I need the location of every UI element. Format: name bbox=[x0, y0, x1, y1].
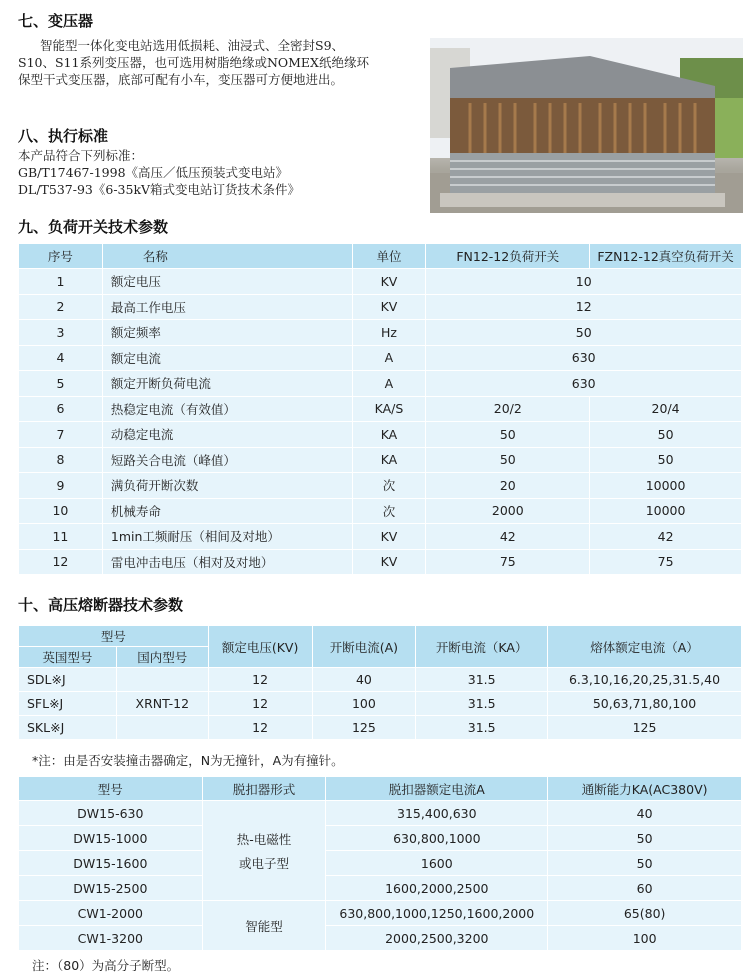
table-row bbox=[19, 320, 742, 346]
load-switch-body bbox=[19, 269, 742, 575]
current-cell: 1600 bbox=[326, 851, 548, 876]
col-header: 开断电流（KA） bbox=[416, 626, 548, 668]
table-cell: KA bbox=[352, 447, 426, 473]
capacity-cell: 100 bbox=[548, 926, 742, 951]
table-cell: 630 bbox=[426, 371, 742, 397]
table-cell: 动稳定电流 bbox=[102, 422, 352, 448]
table-cell: 2 bbox=[19, 294, 103, 320]
fuse-note: *注：由是否安装撞击器确定，N为无撞针，A为有撞针。 bbox=[32, 753, 344, 768]
table-cell: 50 bbox=[426, 422, 590, 448]
table-cell: KV bbox=[352, 269, 426, 295]
table-cell: 额定开断负荷电流 bbox=[102, 371, 352, 397]
table-row bbox=[19, 345, 742, 371]
breaker-note: 注：（80）为高分子断型。 bbox=[32, 958, 180, 973]
col-header: 脱扣器额定电流A bbox=[326, 777, 548, 801]
table-row bbox=[19, 447, 742, 473]
table-cell: 31.5 bbox=[416, 692, 548, 716]
current-cell: 1600,2000,2500 bbox=[326, 876, 548, 901]
table-cell: SFL※J bbox=[19, 692, 117, 716]
table-cell: 12 bbox=[426, 294, 742, 320]
col-header: FZN12-12真空负荷开关 bbox=[590, 244, 742, 269]
table-row bbox=[19, 269, 742, 295]
table-cell: A bbox=[352, 345, 426, 371]
col-header: 熔体额定电流（A） bbox=[548, 626, 742, 668]
section-8-body bbox=[18, 147, 300, 198]
table-cell: 1 bbox=[19, 269, 103, 295]
table-cell: 5 bbox=[19, 371, 103, 397]
col-header: 脱扣器形式 bbox=[202, 777, 326, 801]
table-cell: 11 bbox=[19, 524, 103, 550]
table-row bbox=[19, 396, 742, 422]
current-cell: 315,400,630 bbox=[326, 801, 548, 826]
table-row bbox=[19, 692, 742, 716]
table-row bbox=[19, 926, 742, 951]
table-cell: 50 bbox=[426, 447, 590, 473]
capacity-cell: 65(80) bbox=[548, 901, 742, 926]
table-cell: 9 bbox=[19, 473, 103, 499]
table-row bbox=[19, 524, 742, 550]
table-cell: 3 bbox=[19, 320, 103, 346]
model-header: 型号 bbox=[19, 626, 209, 647]
capacity-cell: 50 bbox=[548, 826, 742, 851]
table-cell: 50,63,71,80,100 bbox=[548, 692, 742, 716]
section-9-heading: 九、负荷开关技术参数 bbox=[18, 218, 169, 236]
section-7-line-2: S10、S11系列变压器，也可选用树脂绝缘或NOMEX纸绝缘环 bbox=[18, 55, 369, 70]
table-cell: 50 bbox=[426, 320, 742, 346]
table-cell bbox=[116, 668, 208, 692]
section-8-line-2: GB/T17467-1998《高压／低压预装式变电站》 bbox=[18, 165, 289, 180]
table-cell: 最高工作电压 bbox=[102, 294, 352, 320]
table-cell: A bbox=[352, 371, 426, 397]
section-10-heading: 十、高压熔断器技术参数 bbox=[18, 596, 184, 614]
table-cell: 630 bbox=[426, 345, 742, 371]
table-cell: 12 bbox=[208, 668, 312, 692]
section-7-line-1: 智能型一体化变电站选用低损耗、油浸式、全密封S9、 bbox=[40, 38, 345, 53]
table-row bbox=[19, 294, 742, 320]
release-type-line: 或电子型 bbox=[238, 855, 289, 871]
sub-header: 英国型号 bbox=[19, 647, 117, 668]
col-header: 开断电流(A) bbox=[312, 626, 416, 668]
table-cell: 4 bbox=[19, 345, 103, 371]
col-header: 单位 bbox=[352, 244, 426, 269]
table-cell: 20/2 bbox=[426, 396, 590, 422]
breaker-table bbox=[18, 776, 742, 951]
table-cell: 125 bbox=[312, 716, 416, 740]
col-header: FN12-12负荷开关 bbox=[426, 244, 590, 269]
section-7-heading: 七、变压器 bbox=[18, 12, 94, 30]
model-cell: DW15-1000 bbox=[19, 826, 203, 851]
model-cell: DW15-2500 bbox=[19, 876, 203, 901]
table-cell: 1min工频耐压（相间及对地） bbox=[102, 524, 352, 550]
table-cell: 31.5 bbox=[416, 716, 548, 740]
table-cell: 次 bbox=[352, 498, 426, 524]
capacity-cell: 60 bbox=[548, 876, 742, 901]
table-cell: KV bbox=[352, 294, 426, 320]
current-cell: 2000,2500,3200 bbox=[326, 926, 548, 951]
col-header: 名称 bbox=[102, 244, 352, 269]
capacity-cell: 50 bbox=[548, 851, 742, 876]
table-cell: 10 bbox=[19, 498, 103, 524]
table-cell: 满负荷开断次数 bbox=[102, 473, 352, 499]
fuse-header-row-1 bbox=[19, 626, 742, 647]
table-cell: 20 bbox=[426, 473, 590, 499]
table-cell: 短路关合电流（峰值） bbox=[102, 447, 352, 473]
model-cell: CW1-3200 bbox=[19, 926, 203, 951]
table-cell: 雷电冲击电压（相对及对地） bbox=[102, 549, 352, 575]
table-cell: 75 bbox=[426, 549, 590, 575]
table-cell: SDL※J bbox=[19, 668, 117, 692]
col-header: 通断能力KA(AC380V) bbox=[548, 777, 742, 801]
release-type-cell bbox=[202, 801, 326, 901]
table-row bbox=[19, 473, 742, 499]
fuse-body bbox=[19, 668, 742, 740]
table-cell: SKL※J bbox=[19, 716, 117, 740]
table-cell bbox=[116, 716, 208, 740]
table-row bbox=[19, 371, 742, 397]
section-8-line-1: 本产品符合下列标准： bbox=[18, 148, 144, 163]
transformer-substation-photo bbox=[430, 38, 743, 213]
table-cell: 机械寿命 bbox=[102, 498, 352, 524]
table-cell: 12 bbox=[208, 716, 312, 740]
table-row bbox=[19, 422, 742, 448]
section-7-line-3: 保型干式变压器，底部可配有小车，变压器可方便地进出。 bbox=[18, 72, 344, 87]
table-cell: 31.5 bbox=[416, 668, 548, 692]
table-cell: 40 bbox=[312, 668, 416, 692]
substation-illustration bbox=[430, 38, 743, 213]
fuse-table bbox=[18, 625, 742, 740]
table-row bbox=[19, 549, 742, 575]
section-8-line-3: DL/T537-93《6-35kV箱式变电站订货技术条件》 bbox=[18, 182, 301, 197]
table-row bbox=[19, 668, 742, 692]
table-row bbox=[19, 901, 742, 926]
table-cell: 8 bbox=[19, 447, 103, 473]
table-cell: 额定电流 bbox=[102, 345, 352, 371]
sub-header: 国内型号 bbox=[116, 647, 208, 668]
model-cell: DW15-630 bbox=[19, 801, 203, 826]
table-cell: KA/S bbox=[352, 396, 426, 422]
table-row bbox=[19, 826, 742, 851]
table-cell: 额定电压 bbox=[102, 269, 352, 295]
release-type-cell: 智能型 bbox=[202, 901, 326, 951]
release-type-line: 热-电磁性 bbox=[236, 831, 292, 847]
table-row bbox=[19, 851, 742, 876]
table-row bbox=[19, 876, 742, 901]
model-cell: CW1-2000 bbox=[19, 901, 203, 926]
table-cell: 125 bbox=[548, 716, 742, 740]
table-cell: Hz bbox=[352, 320, 426, 346]
table-row bbox=[19, 716, 742, 740]
table-cell: 100 bbox=[312, 692, 416, 716]
table-cell: 75 bbox=[590, 549, 742, 575]
col-header: 型号 bbox=[19, 777, 203, 801]
load-switch-table bbox=[18, 243, 742, 575]
capacity-cell: 40 bbox=[548, 801, 742, 826]
table-cell: 12 bbox=[208, 692, 312, 716]
table-cell: 次 bbox=[352, 473, 426, 499]
current-cell: 630,800,1000,1250,1600,2000 bbox=[326, 901, 548, 926]
table-cell: 42 bbox=[426, 524, 590, 550]
section-8-heading: 八、执行标准 bbox=[18, 127, 109, 145]
table-cell: 10000 bbox=[590, 473, 742, 499]
table-row bbox=[19, 498, 742, 524]
table-cell: 7 bbox=[19, 422, 103, 448]
table-cell: 50 bbox=[590, 422, 742, 448]
section-7-body bbox=[18, 37, 369, 88]
table-cell: KV bbox=[352, 549, 426, 575]
table-cell: 10 bbox=[426, 269, 742, 295]
table-cell: 42 bbox=[590, 524, 742, 550]
table-cell: 6.3,10,16,20,25,31.5,40 bbox=[548, 668, 742, 692]
table-cell: 20/4 bbox=[590, 396, 742, 422]
table-cell: 50 bbox=[590, 447, 742, 473]
current-cell: 630,800,1000 bbox=[326, 826, 548, 851]
breaker-header-row bbox=[19, 777, 742, 801]
load-switch-header-row bbox=[19, 244, 742, 269]
table-row bbox=[19, 801, 742, 826]
table-cell: 额定频率 bbox=[102, 320, 352, 346]
table-cell: KV bbox=[352, 524, 426, 550]
col-header: 额定电压(KV) bbox=[208, 626, 312, 668]
model-cell: DW15-1600 bbox=[19, 851, 203, 876]
table-cell: 2000 bbox=[426, 498, 590, 524]
table-cell: 12 bbox=[19, 549, 103, 575]
table-cell: 热稳定电流（有效值） bbox=[102, 396, 352, 422]
table-cell: 10000 bbox=[590, 498, 742, 524]
table-cell: 6 bbox=[19, 396, 103, 422]
table-cell: XRNT-12 bbox=[116, 692, 208, 716]
col-header: 序号 bbox=[19, 244, 103, 269]
table-cell: KA bbox=[352, 422, 426, 448]
